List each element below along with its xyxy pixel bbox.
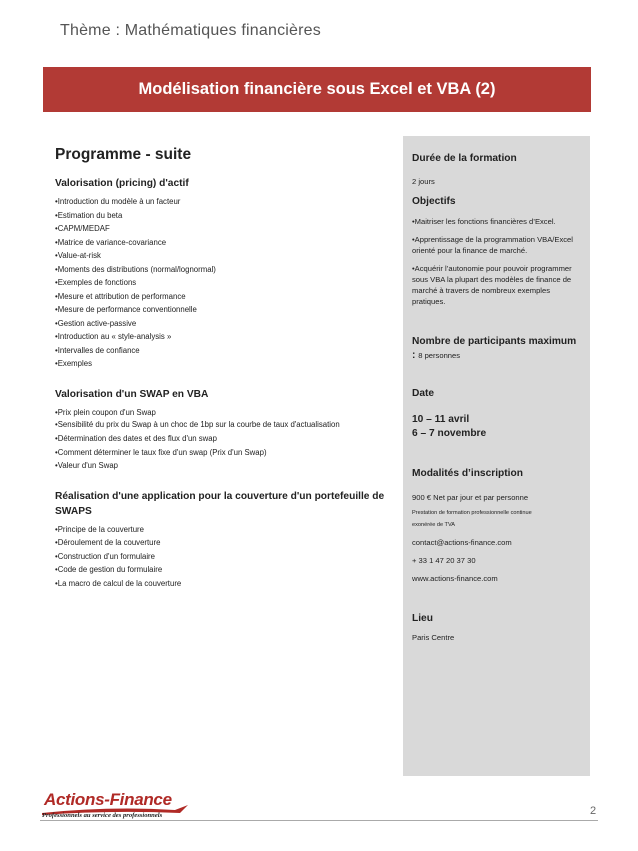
participants-label: Nombre de participants maximum :	[412, 336, 577, 361]
list-item: •La macro de calcul de la couverture	[55, 578, 182, 588]
list-item: •Principe de la couverture	[55, 524, 144, 534]
section-hedging	[55, 489, 385, 591]
list-item: •Estimation du beta	[55, 210, 123, 220]
program-title: Programme - suite	[55, 146, 192, 163]
company-logo	[40, 790, 190, 830]
vat-note: exonérée de TVA	[412, 522, 456, 528]
list-item: •Prix plein coupon d'un Swap	[55, 407, 156, 417]
logo-name: Actions-Finance	[44, 790, 172, 809]
vat-note: Prestation de formation professionnelle continue	[412, 510, 532, 516]
list-item: •Valeur d'un Swap	[55, 461, 119, 470]
list-item: •Déroulement de la couverture	[55, 538, 161, 547]
date-item: 10 – 11 avril	[412, 414, 470, 425]
section-title: Valorisation (pricing) d'actif	[55, 178, 189, 189]
theme-title: Thème : Mathématiques financières	[60, 22, 321, 39]
section-list	[55, 406, 385, 473]
list-item: •Introduction au « style-analysis »	[55, 332, 172, 341]
participants-value: 8 personnes	[418, 351, 461, 360]
section-list	[55, 195, 385, 371]
duration-title: Durée de la formation	[412, 153, 517, 164]
date-title: Date	[412, 388, 435, 399]
logo-tagline: Professionnels au service des professionnels	[42, 812, 163, 819]
list-item: •Value-at-risk	[55, 251, 101, 260]
list-item: •CAPM/MEDAF	[55, 224, 110, 233]
section-title: Valorisation d'un SWAP en VBA	[55, 388, 209, 400]
list-item: •Mesure de performance conventionnelle	[55, 305, 197, 314]
info-sidebar	[403, 136, 590, 776]
program-column	[55, 146, 385, 606]
list-item: •Exemples	[55, 359, 92, 368]
list-item: •Sensibilité du prix du Swap à un choc de 1bp sur la courbe de taux d'actualisation	[55, 420, 340, 429]
list-item: •Moments des distributions (normal/lognormal)	[55, 264, 216, 274]
list-item: •Comment déterminer le taux fixe d'un swap (Prix d'un Swap)	[55, 447, 267, 457]
date-item: 6 – 7 novembre	[412, 428, 487, 439]
price: 900 € Net par jour et par personne	[412, 493, 529, 502]
course-title: Modélisation financière sous Excel et VBA (2)	[138, 80, 496, 98]
objective-item: •Apprentissage de la programmation VBA/Excel orienté pour la finance de marché.	[412, 235, 573, 255]
list-item: •Gestion active-passive	[55, 318, 137, 328]
email-link[interactable]: contact@actions-finance.com	[412, 538, 512, 547]
website-link[interactable]: www.actions-finance.com	[412, 574, 498, 583]
objectives-title: Objectifs	[412, 196, 456, 207]
footer-divider	[40, 820, 598, 821]
objective-item: •Acquérir l’autonomie pour pouvoir programmer sous VBA la plupart des modèles de finance de marché à travers de nombreux exemples pratiques.	[412, 264, 572, 306]
list-item: •Construction d'un formulaire	[55, 551, 155, 561]
list-item: •Exemples de fonctions	[55, 278, 137, 287]
section-list	[55, 523, 385, 591]
phone-number: + 33 1 47 20 37 30	[412, 556, 476, 565]
location-value: Paris Centre	[412, 633, 455, 642]
participants-title	[412, 335, 580, 363]
section-title: Réalisation d'une application pour la couverture d'un portefeuille de SWAPS	[55, 490, 385, 517]
section-swap	[55, 387, 385, 473]
objective-item: •Maitriser les fonctions financières d’Excel.	[412, 217, 556, 226]
registration-title: Modalités d’inscription	[412, 468, 523, 479]
location-title: Lieu	[412, 613, 433, 624]
duration-value: 2 jours	[412, 177, 435, 186]
course-banner	[43, 67, 591, 112]
list-item: •Mesure et attribution de performance	[55, 291, 186, 301]
list-item: •Intervalles de confiance	[55, 345, 140, 355]
list-item: •Code de gestion du formulaire	[55, 565, 163, 574]
page-number: 2	[590, 805, 597, 817]
section-pricing	[55, 176, 385, 371]
list-item: •Matrice de variance-covariance	[55, 237, 167, 247]
list-item: •Détermination des dates et des flux d'un swap	[55, 434, 217, 443]
list-item: •Introduction du modèle à un facteur	[55, 197, 181, 206]
